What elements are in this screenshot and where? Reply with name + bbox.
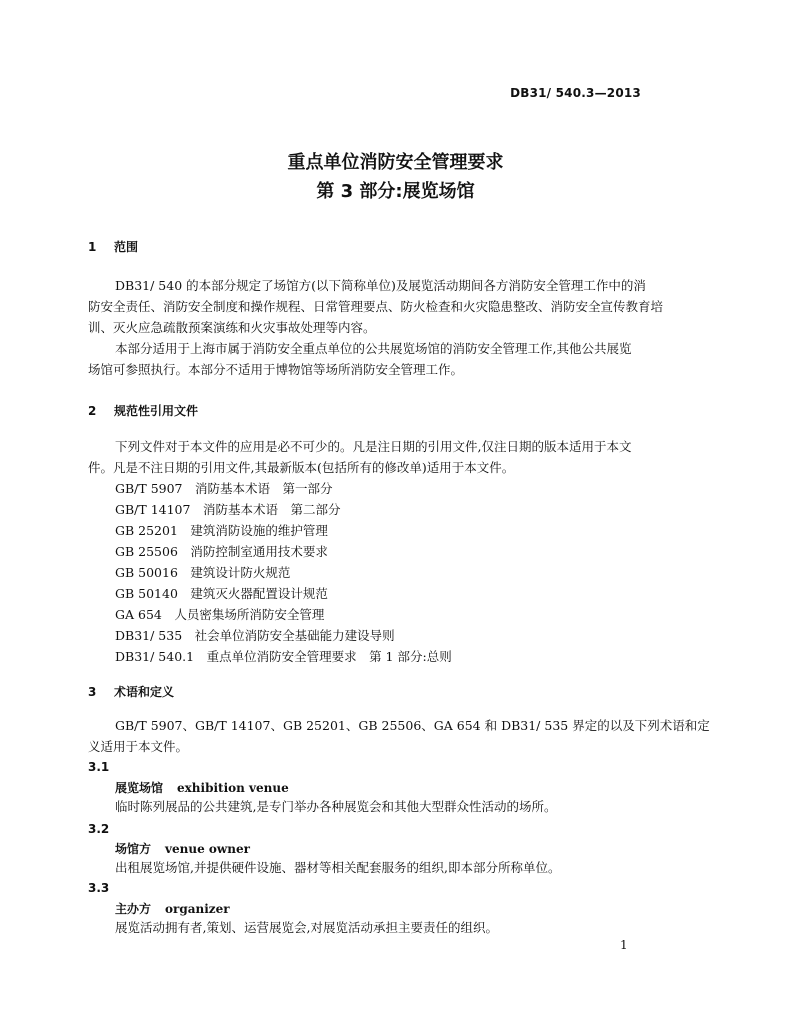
reference-item: GA 654 人员密集场所消防安全管理 (115, 607, 325, 622)
term-zh: 主办方 (115, 902, 152, 916)
term-zh: 展览场馆 (115, 781, 164, 795)
reference-item: DB31/ 535 社会单位消防安全基础能力建设导则 (115, 628, 395, 643)
reference-item: GB/T 5907 消防基本术语 第一部分 (115, 481, 333, 496)
term-heading (115, 779, 289, 796)
section-title: 规范性引用文件 (114, 404, 199, 418)
section-title: 术语和定义 (114, 685, 175, 699)
section-number: 2 (88, 404, 97, 418)
paragraph-line: 义适用于本文件。 (88, 739, 189, 754)
paragraph-line: DB31/ 540 的本部分规定了场馆方(以下简称单位)及展览活动期间各方消防安全管理工作中的消 (115, 278, 646, 293)
paragraph-line: 防安全责任、消防安全制度和操作规程、日常管理要点、防火检查和火灾隐患整改、消防安全宣传教育培 (88, 299, 664, 314)
term-number: 3.2 (88, 822, 110, 836)
reference-item: GB/T 14107 消防基本术语 第二部分 (115, 502, 341, 517)
reference-item: GB 25201 建筑消防设施的维护管理 (115, 523, 328, 538)
section-number: 3 (88, 685, 97, 699)
paragraph-line: 场馆可参照执行。本部分不适用于博物馆等场所消防安全管理工作。 (88, 362, 464, 377)
term-en: organizer (165, 902, 230, 916)
section-number: 1 (88, 240, 97, 254)
section-heading-scope (88, 238, 138, 255)
term-definition: 展览活动拥有者,策划、运营展览会,对展览活动承担主要责任的组织。 (115, 920, 498, 935)
term-number: 3.3 (88, 881, 110, 895)
document-title: 重点单位消防安全管理要求 (287, 152, 504, 173)
term-number: 3.1 (88, 760, 110, 774)
term-definition: 临时陈列展品的公共建筑,是专门举办各种展览会和其他大型群众性活动的场所。 (115, 799, 557, 814)
paragraph-line: 训、灭火应急疏散预案演练和火灾事故处理等内容。 (88, 320, 376, 335)
paragraph-line: GB/T 5907、GB/T 14107、GB 25201、GB 25506、GA 654 和 DB31/ 535 界定的以及下列术语和定 (115, 718, 710, 733)
term-en: exhibition venue (177, 781, 289, 795)
term-definition: 出租展览场馆,并提供硬件设施、器材等相关配套服务的组织,即本部分所称单位。 (115, 860, 561, 875)
term-heading (115, 900, 230, 917)
document-subtitle: 第 3 部分:展览场馆 (316, 181, 475, 202)
paragraph-line: 本部分适用于上海市属于消防安全重点单位的公共展览场馆的消防安全管理工作,其他公共展览 (115, 341, 632, 356)
reference-item: GB 25506 消防控制室通用技术要求 (115, 544, 328, 559)
term-zh: 场馆方 (115, 842, 152, 856)
standard-code: DB31/ 540.3—2013 (510, 86, 641, 100)
reference-item: GB 50140 建筑灭火器配置设计规范 (115, 586, 328, 601)
term-en: venue owner (165, 842, 250, 856)
reference-item: GB 50016 建筑设计防火规范 (115, 565, 291, 580)
paragraph-line: 下列文件对于本文件的应用是必不可少的。凡是注日期的引用文件,仅注日期的版本适用于本文 (115, 439, 632, 454)
section-heading-normative (88, 402, 198, 419)
reference-item: DB31/ 540.1 重点单位消防安全管理要求 第 1 部分:总则 (115, 649, 452, 664)
section-title: 范围 (114, 240, 139, 254)
term-heading (115, 840, 250, 857)
section-heading-terms (88, 683, 174, 700)
paragraph-line: 件。凡是不注日期的引用文件,其最新版本(包括所有的修改单)适用于本文件。 (88, 460, 515, 475)
page-number: 1 (620, 938, 628, 952)
